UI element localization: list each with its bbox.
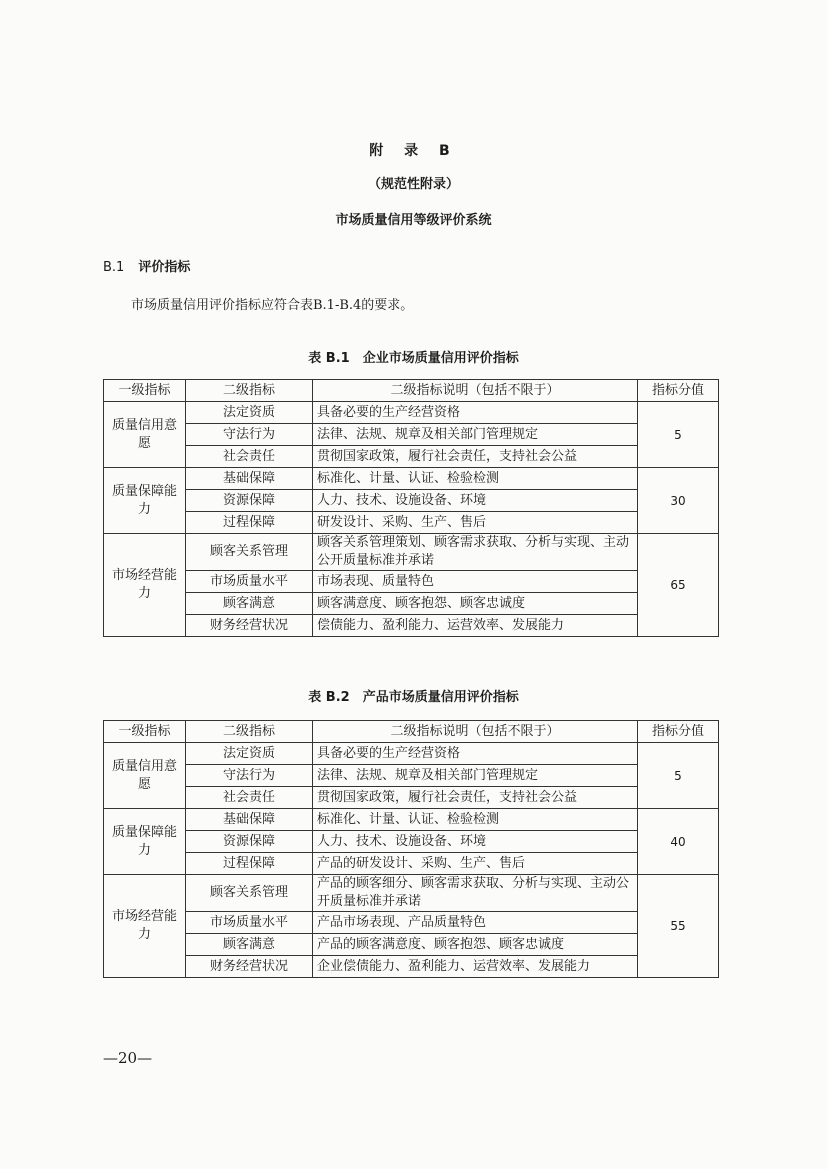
primary-indicator: 质量保障能力 bbox=[104, 809, 186, 875]
table-row bbox=[104, 468, 719, 490]
secondary-indicator: 法定资质 bbox=[186, 402, 313, 424]
evaluation-table-enterprise bbox=[103, 379, 719, 637]
table-row bbox=[104, 787, 719, 809]
column-header: 二级指标 bbox=[186, 380, 313, 402]
indicator-description: 贯彻国家政策，履行社会责任，支持社会公益 bbox=[313, 446, 638, 468]
indicator-description: 产品市场表现、产品质量特色 bbox=[313, 912, 638, 934]
indicator-description: 顾客满意度、顾客抱怨、顾客忠诚度 bbox=[313, 593, 638, 615]
primary-indicator: 质量信用意愿 bbox=[104, 743, 186, 809]
secondary-indicator: 过程保障 bbox=[186, 512, 313, 534]
indicator-description: 人力、技术、设施设备、环境 bbox=[313, 490, 638, 512]
appendix-subtitle: （规范性附录） bbox=[367, 177, 459, 192]
indicator-score: 65 bbox=[638, 534, 719, 637]
secondary-indicator: 财务经营状况 bbox=[186, 956, 313, 978]
table-row bbox=[104, 765, 719, 787]
indicator-description: 研发设计、采购、生产、售后 bbox=[313, 512, 638, 534]
secondary-indicator: 过程保障 bbox=[186, 853, 313, 875]
indicator-description: 人力、技术、设施设备、环境 bbox=[313, 831, 638, 853]
indicator-description: 产品的顾客满意度、顾客抱怨、顾客忠诚度 bbox=[313, 934, 638, 956]
table-header-row bbox=[104, 721, 719, 743]
indicator-description: 法律、法规、规章及相关部门管理规定 bbox=[313, 765, 638, 787]
table-row bbox=[104, 571, 719, 593]
primary-indicator: 市场经营能力 bbox=[104, 875, 186, 978]
indicator-score: 55 bbox=[638, 875, 719, 978]
column-header: 二级指标说明（包括不限于） bbox=[313, 380, 638, 402]
secondary-indicator: 守法行为 bbox=[186, 765, 313, 787]
indicator-description: 市场表现、质量特色 bbox=[313, 571, 638, 593]
table-row bbox=[104, 490, 719, 512]
secondary-indicator: 社会责任 bbox=[186, 787, 313, 809]
indicator-score: 40 bbox=[638, 809, 719, 875]
secondary-indicator: 顾客满意 bbox=[186, 593, 313, 615]
section-heading bbox=[103, 256, 190, 275]
column-header: 一级指标 bbox=[104, 380, 186, 402]
secondary-indicator: 财务经营状况 bbox=[186, 615, 313, 637]
indicator-score: 5 bbox=[638, 402, 719, 468]
secondary-indicator: 顾客满意 bbox=[186, 934, 313, 956]
indicator-description: 贯彻国家政策，履行社会责任，支持社会公益 bbox=[313, 787, 638, 809]
secondary-indicator: 基础保障 bbox=[186, 809, 313, 831]
column-header: 二级指标说明（包括不限于） bbox=[313, 721, 638, 743]
secondary-indicator: 资源保障 bbox=[186, 831, 313, 853]
table-row bbox=[104, 912, 719, 934]
secondary-indicator: 市场质量水平 bbox=[186, 912, 313, 934]
table-row bbox=[104, 615, 719, 637]
indicator-description: 具备必要的生产经营资格 bbox=[313, 402, 638, 424]
secondary-indicator: 资源保障 bbox=[186, 490, 313, 512]
table-row bbox=[104, 593, 719, 615]
table-row bbox=[104, 402, 719, 424]
table-row bbox=[104, 875, 719, 912]
table-row bbox=[104, 534, 719, 571]
table-row bbox=[104, 446, 719, 468]
indicator-description: 偿债能力、盈利能力、运营效率、发展能力 bbox=[313, 615, 638, 637]
indicator-description: 企业偿债能力、盈利能力、运营效率、发展能力 bbox=[313, 956, 638, 978]
primary-indicator: 质量信用意愿 bbox=[104, 402, 186, 468]
indicator-score: 30 bbox=[638, 468, 719, 534]
page-number: —20— bbox=[103, 1049, 153, 1067]
secondary-indicator: 顾客关系管理 bbox=[186, 875, 313, 912]
evaluation-table-product bbox=[103, 720, 719, 978]
secondary-indicator: 社会责任 bbox=[186, 446, 313, 468]
column-header: 二级指标 bbox=[186, 721, 313, 743]
secondary-indicator: 市场质量水平 bbox=[186, 571, 313, 593]
secondary-indicator: 守法行为 bbox=[186, 424, 313, 446]
column-header: 指标分值 bbox=[638, 721, 719, 743]
table-row bbox=[104, 831, 719, 853]
column-header: 指标分值 bbox=[638, 380, 719, 402]
column-header: 一级指标 bbox=[104, 721, 186, 743]
secondary-indicator: 顾客关系管理 bbox=[186, 534, 313, 571]
table-row bbox=[104, 512, 719, 534]
section-intro: 市场质量信用评价指标应符合表B.1-B.4的要求。 bbox=[131, 298, 414, 313]
indicator-score: 5 bbox=[638, 743, 719, 809]
secondary-indicator: 基础保障 bbox=[186, 468, 313, 490]
indicator-description: 顾客关系管理策划、顾客需求获取、分析与实现、主动公开质量标准并承诺 bbox=[313, 534, 638, 571]
indicator-description: 标准化、计量、认证、检验检测 bbox=[313, 809, 638, 831]
table-row bbox=[104, 853, 719, 875]
indicator-description: 标准化、计量、认证、检验检测 bbox=[313, 468, 638, 490]
table-header-row bbox=[104, 380, 719, 402]
table-caption: 表 B.2 产品市场质量信用评价指标 bbox=[308, 690, 519, 705]
indicator-description: 具备必要的生产经营资格 bbox=[313, 743, 638, 765]
appendix-title: 附 录 B bbox=[369, 143, 458, 159]
section-number: B.1 bbox=[103, 260, 125, 275]
secondary-indicator: 法定资质 bbox=[186, 743, 313, 765]
indicator-description: 产品的研发设计、采购、生产、售后 bbox=[313, 853, 638, 875]
primary-indicator: 市场经营能力 bbox=[104, 534, 186, 637]
table-row bbox=[104, 424, 719, 446]
table-caption: 表 B.1 企业市场质量信用评价指标 bbox=[308, 351, 519, 366]
table-row bbox=[104, 743, 719, 765]
appendix-name: 市场质量信用等级评价系统 bbox=[335, 213, 492, 228]
table-row bbox=[104, 934, 719, 956]
table-row bbox=[104, 956, 719, 978]
table-row bbox=[104, 809, 719, 831]
indicator-description: 法律、法规、规章及相关部门管理规定 bbox=[313, 424, 638, 446]
indicator-description: 产品的顾客细分、顾客需求获取、分析与实现、主动公开质量标准并承诺 bbox=[313, 875, 638, 912]
section-title: 评价指标 bbox=[138, 260, 191, 275]
primary-indicator: 质量保障能力 bbox=[104, 468, 186, 534]
